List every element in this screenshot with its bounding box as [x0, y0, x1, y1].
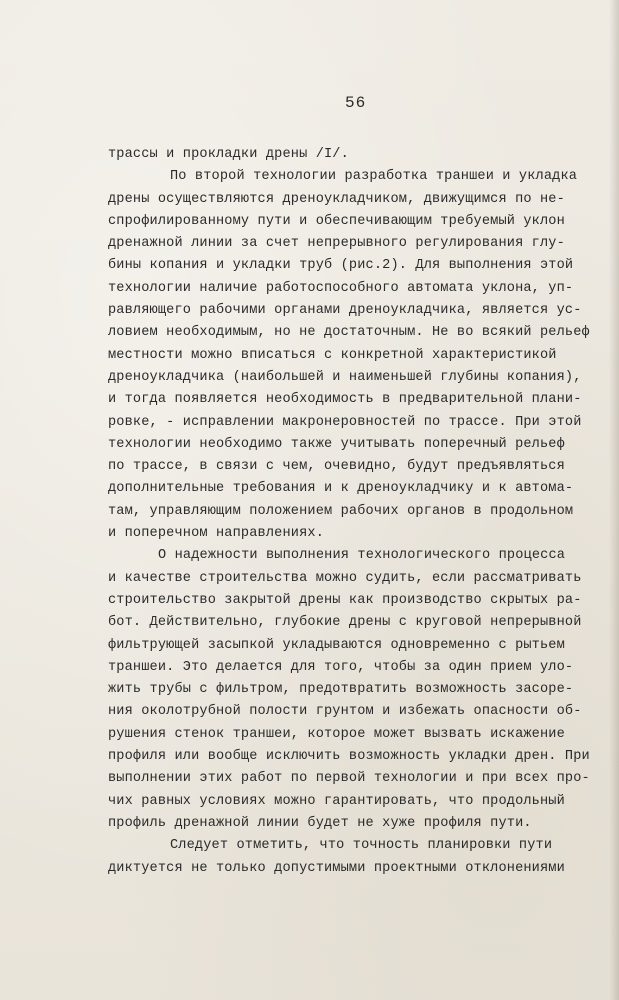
- text-line: рушения стенок траншеи, которое может вызвать искажение: [108, 726, 565, 742]
- text-line: фильтрующей засыпкой укладываются одновременно с рытьем: [108, 637, 565, 653]
- text-line: выполнении этих работ по первой технологии и при всех про-: [108, 771, 590, 787]
- page-number: 56: [345, 94, 367, 112]
- text-line: дрены осуществляются дреноукладчиком, движущимся по не-: [108, 191, 565, 207]
- text-line: бины копания и укладки труб (рис.2). Для выполнения этой: [108, 258, 574, 274]
- text-line: технологии наличие работоспособного автомата уклона, уп-: [108, 280, 574, 296]
- text-line: там, управляющим положением рабочих органов в продольном: [108, 503, 574, 519]
- text-line: жить трубы с фильтром, предотвратить возможность засоре-: [108, 682, 574, 698]
- text-line: ловием необходимым, но не достаточным. Не во всякий рельеф: [108, 325, 590, 341]
- text-line: технологии необходимо также учитывать поперечный рельеф: [108, 436, 565, 452]
- text-line: местности можно вписаться с конкретной характеристикой: [108, 347, 557, 363]
- text-line: По второй технологии разработка траншеи и укладка: [170, 169, 578, 185]
- text-line: ния околотрубной полости грунтом и избежать опасности об-: [108, 704, 582, 720]
- page-edge-shadow: [609, 0, 619, 1000]
- body-text: [108, 144, 610, 880]
- text-line: трассы и прокладки дрены /I/.: [108, 147, 349, 162]
- text-line: профиль дренажной линии будет не хуже профиля пути.: [108, 815, 532, 831]
- text-line: дреноукладчика (наибольшей и наименьшей глубины копания),: [108, 369, 582, 385]
- text-line: траншеи. Это делается для того, чтобы за один прием уло-: [108, 659, 574, 675]
- text-line: по трассе, в связи с чем, очевидно, будут предъявляться: [108, 459, 565, 475]
- text-line: чих равных условиях можно гарантировать, что продольный: [108, 793, 565, 809]
- text-line: равляющего рабочими органами дреноукладчика, является ус-: [108, 303, 582, 319]
- text-line: профиля или вообще исключить возможность укладки дрен. При: [108, 749, 590, 765]
- text-line: и тогда появляется необходимость в предварительной плани-: [108, 392, 582, 408]
- text-line: дополнительные требования и к дреноукладчику и к автома-: [108, 481, 574, 497]
- text-line: диктуется не только допустимыми проектными отклонениями: [108, 860, 565, 876]
- text-line: ровке, - исправлении макронеровностей по трассе. При этой: [108, 414, 582, 430]
- text-line: строительство закрытой дрены как производство скрытых ра-: [108, 592, 582, 608]
- text-line: О надежности выполнения технологического процесса: [158, 548, 566, 564]
- text-line: и поперечном направлениях.: [108, 526, 324, 542]
- text-line: спрофилированному пути и обеспечивающим требуемый уклон: [108, 213, 565, 229]
- text-line: дренажной линии за счет непрерывного регулирования глу-: [108, 236, 565, 252]
- text-line: Следует отметить, что точность планировки пути: [170, 838, 553, 854]
- text-line: бот. Действительно, глубокие дрены с круговой непрерывной: [108, 615, 582, 631]
- text-line: и качестве строительства можно судить, если рассматривать: [108, 570, 582, 586]
